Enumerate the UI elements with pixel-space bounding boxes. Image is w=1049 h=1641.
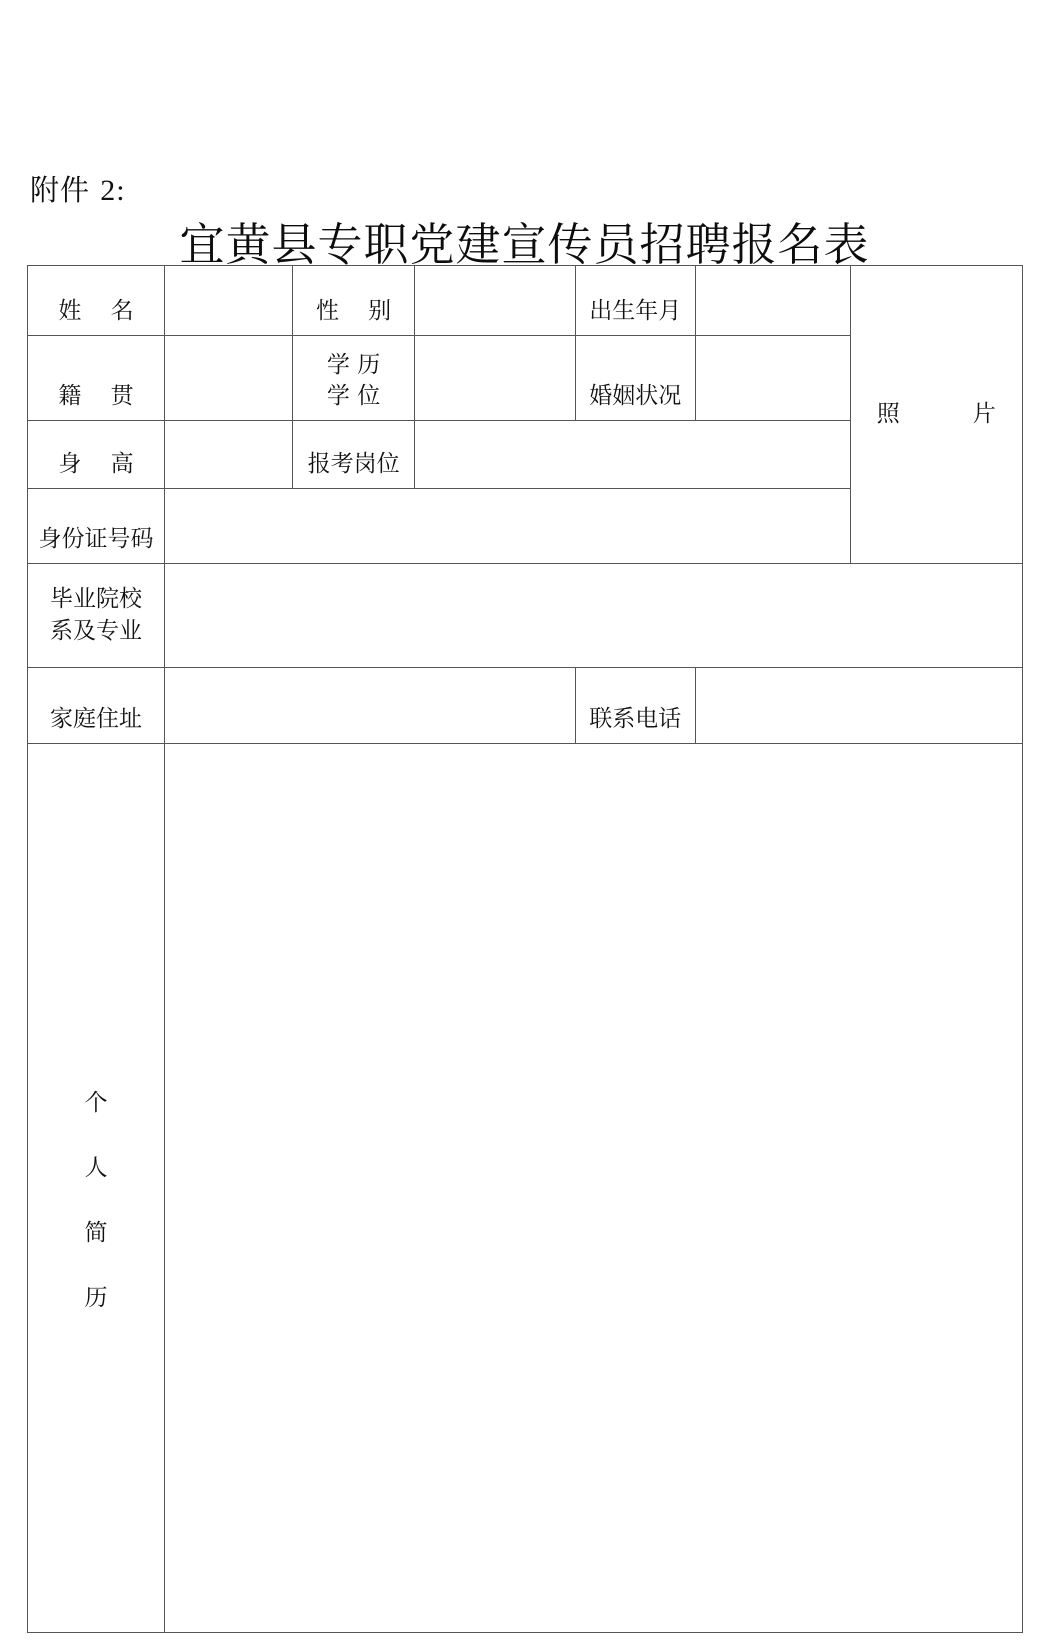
address-label: 家庭住址 bbox=[28, 668, 165, 744]
origin-field[interactable] bbox=[164, 336, 293, 421]
origin-label: 籍 贯 bbox=[28, 336, 165, 421]
height-field[interactable] bbox=[164, 421, 293, 489]
birth-field[interactable] bbox=[695, 266, 850, 336]
resume-char-3: 简 bbox=[84, 1220, 108, 1247]
school-label-line2: 系及专业 bbox=[49, 617, 142, 644]
birth-label: 出生年月 bbox=[575, 266, 695, 336]
gender-label: 性 别 bbox=[293, 266, 414, 336]
id-label: 身份证号码 bbox=[28, 489, 165, 564]
name-label: 姓 名 bbox=[28, 266, 165, 336]
photo-area[interactable]: 照 片 bbox=[850, 266, 1023, 564]
form-title: 宜黄县专职党建宣传员招聘报名表 bbox=[179, 218, 870, 271]
position-label: 报考岗位 bbox=[293, 421, 414, 489]
registration-form-table bbox=[27, 265, 1023, 1633]
education-label-line2: 学 位 bbox=[326, 382, 381, 409]
education-field[interactable] bbox=[414, 336, 575, 421]
address-field[interactable] bbox=[164, 668, 575, 744]
school-label bbox=[28, 564, 165, 668]
resume-label bbox=[28, 744, 165, 1633]
phone-field[interactable] bbox=[695, 668, 1022, 744]
marital-field[interactable] bbox=[695, 336, 850, 421]
resume-char-4: 历 bbox=[84, 1285, 108, 1312]
position-field[interactable] bbox=[414, 421, 850, 489]
school-field[interactable] bbox=[164, 564, 1022, 668]
height-label: 身 高 bbox=[28, 421, 165, 489]
attachment-number: 2: bbox=[100, 174, 126, 207]
gender-field[interactable] bbox=[414, 266, 575, 336]
attachment-label bbox=[30, 168, 126, 209]
attachment-text: 附件 bbox=[30, 173, 91, 207]
phone-label: 联系电话 bbox=[575, 668, 695, 744]
id-field[interactable] bbox=[164, 489, 850, 564]
school-label-line1: 毕业院校 bbox=[49, 586, 142, 613]
education-label bbox=[293, 336, 414, 421]
resume-field[interactable] bbox=[164, 744, 1022, 1633]
education-label-line1: 学 历 bbox=[326, 351, 381, 378]
resume-char-1: 个 bbox=[84, 1090, 108, 1116]
marital-label: 婚姻状况 bbox=[575, 336, 695, 421]
name-field[interactable] bbox=[164, 266, 293, 336]
resume-char-2: 人 bbox=[84, 1155, 108, 1182]
